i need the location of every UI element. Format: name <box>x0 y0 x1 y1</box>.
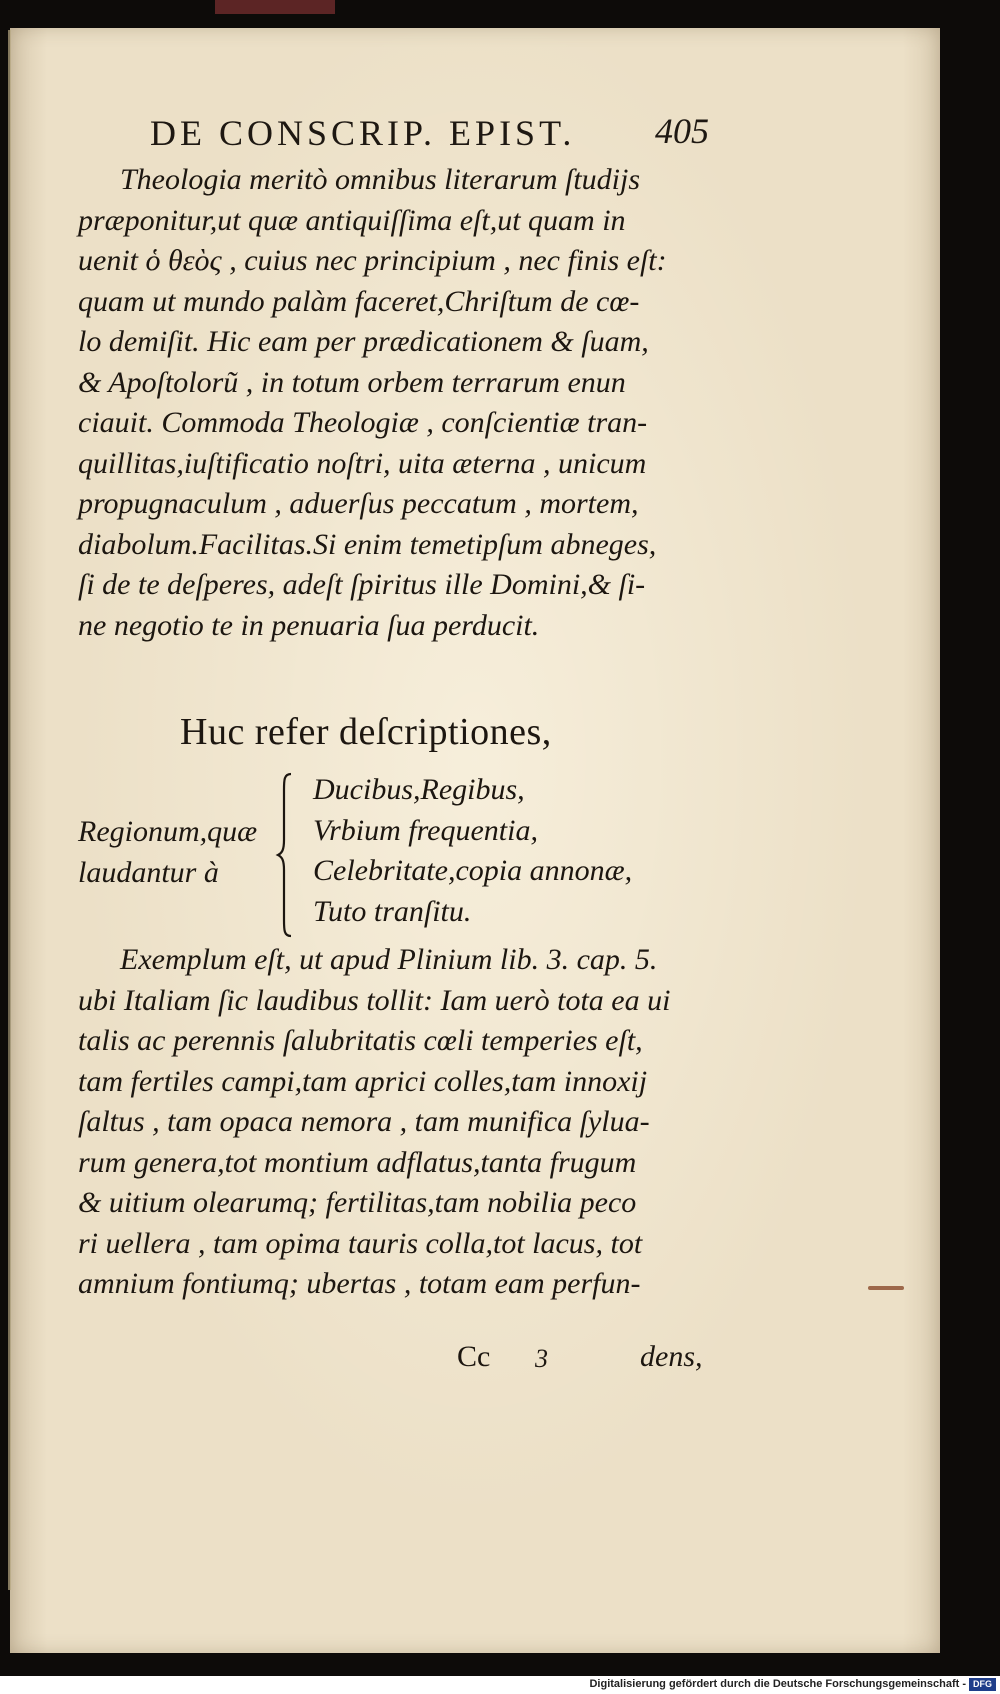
paragraph-exemplum <box>78 940 718 1305</box>
text-line: talis ac perennis ſalubritatis cœli temperies eſt, <box>78 1024 643 1057</box>
signature-number: 3 <box>535 1344 548 1373</box>
running-head: DE CONSCRIP. EPIST. <box>150 113 576 153</box>
catchword: dens, <box>640 1340 703 1373</box>
text-line: rum genera,tot montium adflatus,tanta frugum <box>78 1145 637 1179</box>
page-edge <box>8 30 11 1590</box>
brace-scheme <box>78 770 718 940</box>
binding-tab <box>215 0 335 14</box>
text-line: tam fertiles campi,tam aprici colles,tam innoxij <box>78 1064 648 1098</box>
text-line: amnium fontiumq; ubertas , totam eam perfun- <box>78 1267 641 1300</box>
text-line: ſaltus , tam opaca nemora , tam munifica ſylua- <box>78 1105 650 1138</box>
scheme-item: Tuto tranſitu. <box>313 894 472 928</box>
text-line: quam ut mundo palàm faceret,Chriſtum de cœ- <box>78 284 640 318</box>
text-line: Theologia meritò omnibus literarum ſtudijs <box>120 163 641 196</box>
text-line: propugnaculum , aduerſus peccatum , mortem, <box>78 487 639 520</box>
text-line: ne negotio te in penuaria ſua perducit. <box>78 608 540 642</box>
signature-mark: Cc <box>457 1340 491 1373</box>
page-number: 405 <box>655 111 709 151</box>
text-line: diabolum.Facilitas.Si enim temetipſum abneges, <box>78 527 657 561</box>
text-line: quillitas,iuſtificatio noſtri, uita æterna , unicum <box>78 446 647 480</box>
text-line: & uitium olearumq; fertilitas,tam nobilia peco <box>78 1186 637 1219</box>
text-line: ri uellera , tam opima tauris colla,tot lacus, tot <box>78 1226 643 1260</box>
text-line: & Apoſtolorũ , in totum orbem terrarum enun <box>78 365 626 399</box>
scheme-label-line: laudantur à <box>78 855 219 889</box>
text-line: ſi de te deſperes, adeſt ſpiritus ille Domini,& ſi- <box>78 568 646 601</box>
curly-brace-icon <box>275 770 295 940</box>
footer-bar <box>0 1676 1000 1694</box>
scheme-items <box>313 770 733 932</box>
scheme-label <box>78 812 278 893</box>
paragraph-theologia <box>78 160 718 646</box>
scheme-item: Celebritate,copia annonæ, <box>313 854 633 887</box>
scheme-item: Ducibus,Regibus, <box>313 773 525 806</box>
page-marker-stain <box>868 1286 904 1290</box>
text-line: ubi Italiam ſic laudibus tollit: Iam uerò tota ea ui <box>78 983 671 1017</box>
scheme-item: Vrbium frequentia, <box>313 813 538 847</box>
section-heading: Huc refer deſcriptiones, <box>180 711 552 753</box>
text-line: uenit ὁ θεὸς , cuius nec principium , nec finis eſt: <box>78 244 667 277</box>
text-line: lo demiſit. Hic eam per prædicationem & ſuam, <box>78 325 649 358</box>
funding-credit: Digitalisierung gefördert durch die Deutsche Forschungsgemeinschaft - <box>589 1678 966 1690</box>
scan-background-top <box>0 0 1000 28</box>
dfg-logo-icon: DFG <box>969 1678 996 1691</box>
text-line: Exemplum eſt, ut apud Plinium lib. 3. cap. 5. <box>120 943 658 976</box>
scheme-label-line: Regionum,quæ <box>78 815 258 848</box>
text-line: ciauit. Commoda Theologiæ , conſcientiæ tran- <box>78 406 648 439</box>
text-line: præponitur,ut quæ antiquiſſima eſt,ut quam in <box>78 203 626 237</box>
